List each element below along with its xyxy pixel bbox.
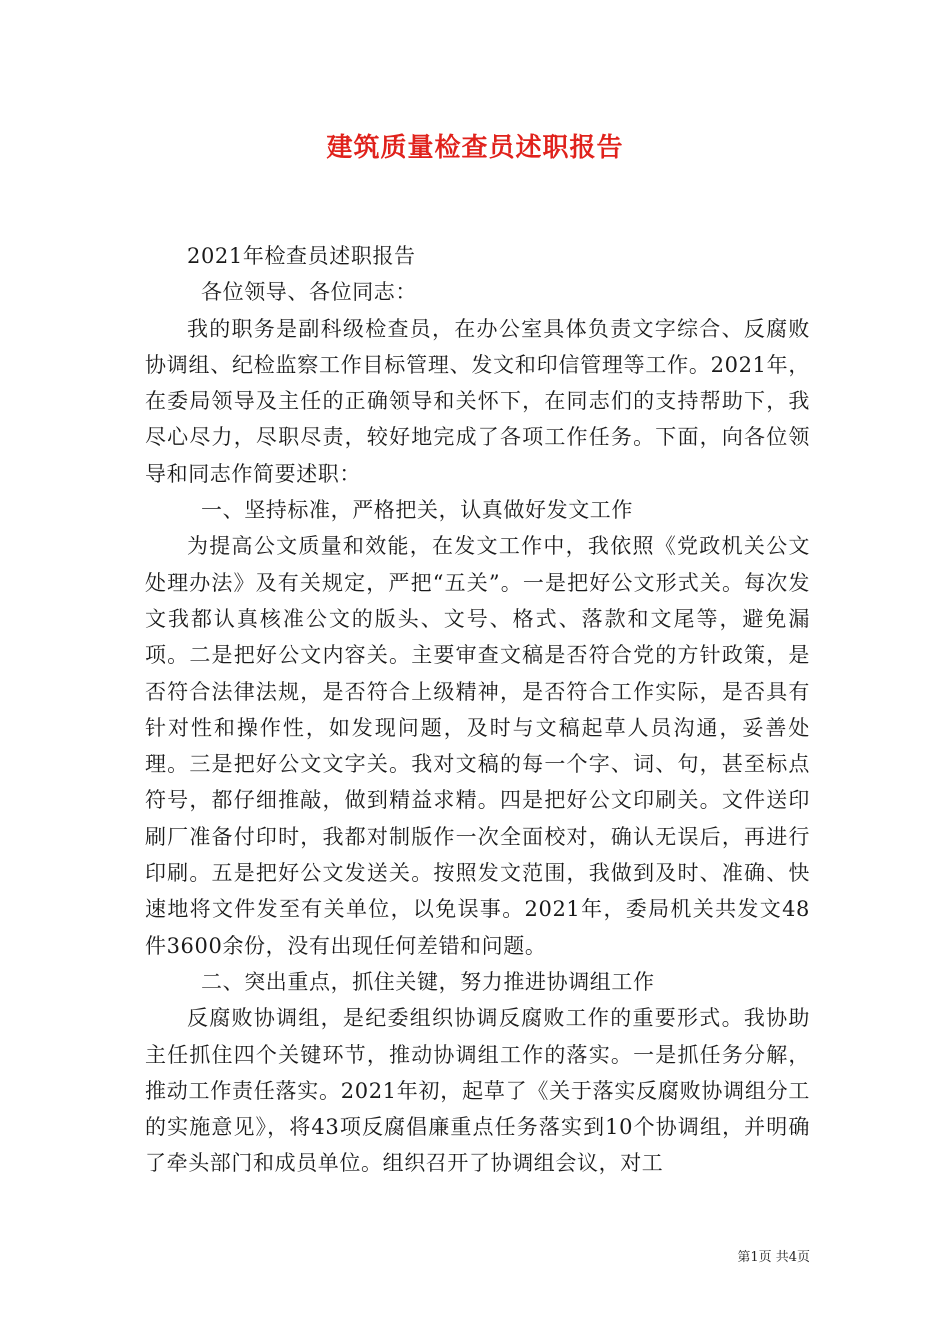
paragraph-intro: 我的职务是副科级检查员，在办公室具体负责文字综合、反腐败协调组、纪检监察工作目标管理、发文和印信管理等工作。2021年，在委局领导及主任的正确领导和关怀下，在同志们的支持帮助下，我尽心尽力，尽职尽责，较好地完成了各项工作任务。下面，向各位领导和同志作简要述职：	[145, 316, 810, 486]
salutation: 各位领导、各位同志：	[201, 280, 417, 305]
document-body	[145, 238, 810, 1182]
paragraph-section-1: 为提高公文质量和效能，在发文工作中，我依照《党政机关公文处理办法》及有关规定，严把“五关”。一是把好公文形式关。每次发文我都认真核准公文的版头、文号、格式、落款和文尾等，避免漏项。二是把好公文内容关。主要审查文稿是否符合党的方针政策，是否符合法律法规，是否符合上级精神，是否符合工作实际，是否具有针对性和操作性，如发现问题，及时与文稿起草人员沟通，妥善处理。三是把好公文文字关。我对文稿的每一个字、词、句，甚至标点符号，都仔细推敲，做到精益求精。四是把好公文印刷关。文件送印刷厂准备付印时，我都对制版作一次全面校对，确认无误后，再进行印刷。五是把好公文发送关。按照发文范围，我做到及时、准确、快速地将文件发至有关单位，以免误事。2021年，委局机关共发文48件3600余份，没有出现任何差错和问题。	[145, 534, 810, 958]
paragraph-section-2: 反腐败协调组，是纪委组织协调反腐败工作的重要形式。我协助主任抓住四个关键环节，推动协调组工作的落实。一是抓任务分解，推动工作责任落实。2021年初，起草了《关于落实反腐败协调组分工的实施意见》，将43项反腐倡廉重点任务落实到10个协调组，并明确了牵头部门和成员单位。组织召开了协调组会议，对工	[145, 1006, 810, 1176]
document-title: 建筑质量检查员述职报告	[326, 133, 624, 163]
report-subtitle: 2021年检查员述职报告	[187, 244, 416, 268]
page-number: 第1页 共4页	[737, 1250, 810, 1265]
section-heading-1: 一、坚持标准，严格把关，认真做好发文工作	[201, 498, 633, 523]
section-heading-2: 二、突出重点，抓住关键，努力推进协调组工作	[201, 969, 655, 994]
